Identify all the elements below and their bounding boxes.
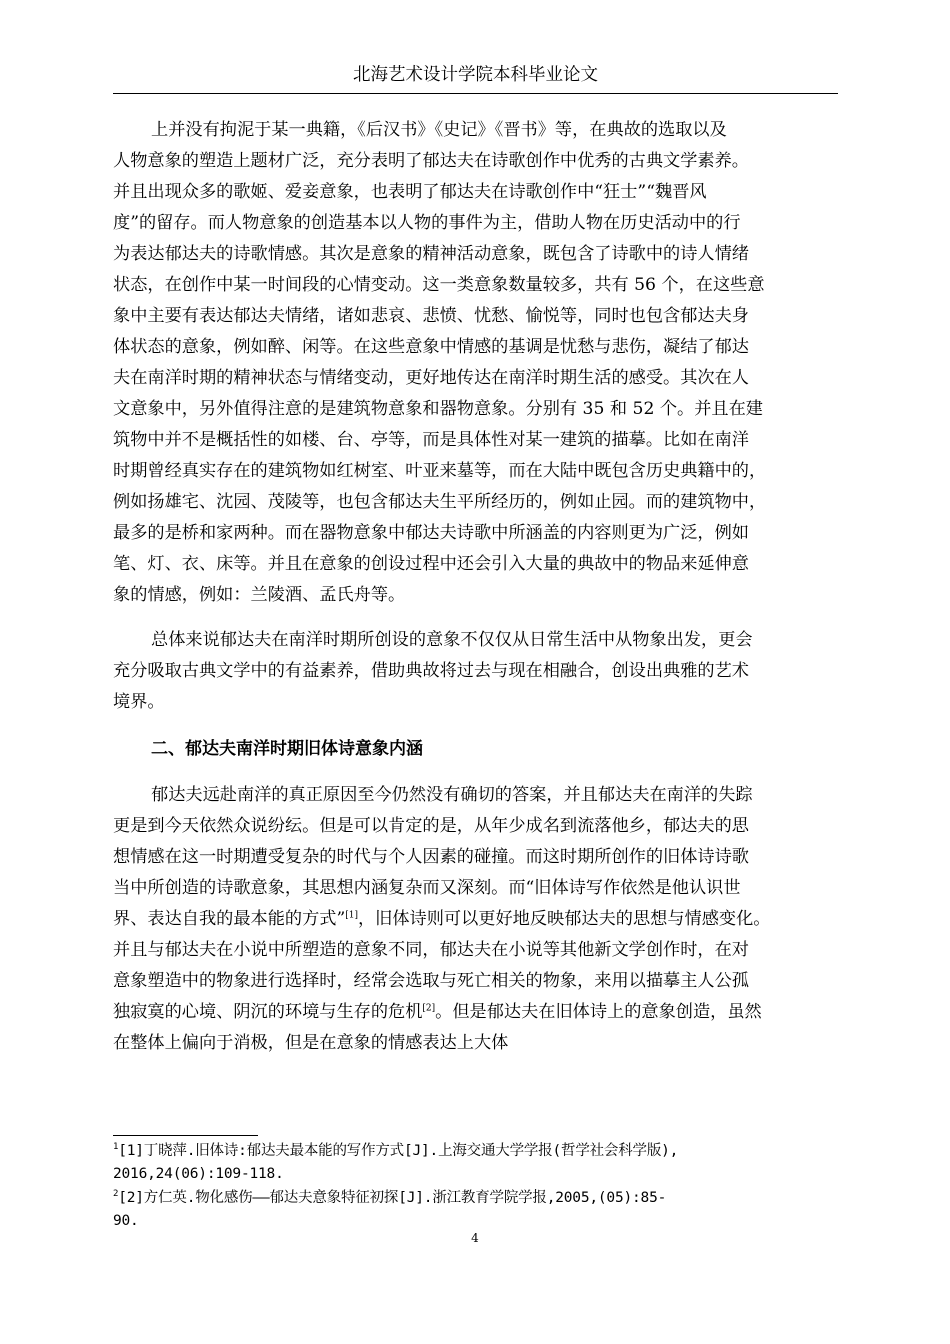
page-number: 4 [471,1231,479,1245]
paragraph-line: 更是到今天依然众说纷纭。但是可以肯定的是，从年少成名到流落他乡，郁达夫的思 [113,816,749,836]
footnote-text: [2]方仁英.物化感伤——郁达夫意象特征初探[J].浙江教育学院学报,2005,(05):85- [118,1190,667,1206]
paragraph-line: 文意象中，另外值得注意的是建筑物意象和器物意象。分别有 35 和 52 个。并且在建 [113,399,763,419]
paragraph-line: 并且出现众多的歌姬、爱妾意象，也表明了郁达夫在诗歌创作中“狂士”“魏晋风 [113,182,707,202]
paragraph-line: 笔、灯、衣、床等。并且在意象的创设过程中还会引入大量的典故中的物品来延伸意 [113,554,749,574]
paragraph-line: 上并没有拘泥于某一典籍，《后汉书》《史记》《晋书》等，在典故的选取以及 [151,120,727,140]
paragraph-line: 象的情感，例如：兰陵酒、孟氏舟等。 [113,585,406,605]
paragraph-line: 状态，在创作中某一时间段的心情变动。这一类意象数量较多，共有 56 个，在这些意 [113,275,765,295]
line-text: ，旧体诗则可以更好地反映郁达夫的思想与情感变化。 [357,909,771,929]
paragraph-line: 充分吸取古典文学中的有益素养，借助典故将过去与现在相融合，创设出典雅的艺术 [113,661,749,681]
paragraph-line: 例如扬雄宅、沈园、茂陵等，也包含郁达夫生平所经历的，例如止园。而的建筑物中， [113,492,767,512]
paragraph-line: 象中主要有表达郁达夫情绪，诸如悲哀、悲愤、忧愁、愉悦等，同时也包含郁达夫身 [113,306,749,326]
paragraph-line: 当中所创造的诗歌意象，其思想内涵复杂而又深刻。而“旧体诗写作依然是他认识世 [113,878,741,898]
paragraph-line: 并且与郁达夫在小说中所塑造的意象不同，郁达夫在小说等其他新文学创作时，在对 [113,940,749,960]
paragraph-line: 体状态的意象，例如醉、闲等。在这些意象中情感的基调是忧愁与悲伤，凝结了郁达 [113,337,749,357]
footnote-mark: 1 [113,1142,119,1153]
footnote-2-continued: 90. [113,1213,139,1229]
footnote-1-continued: 2016,24(06):109-118. [113,1166,284,1182]
footnote-mark: 2 [113,1189,119,1200]
paragraph-line: 郁达夫远赴南洋的真正原因至今仍然没有确切的答案，并且郁达夫在南洋的失踪 [151,785,753,805]
footnote-2 [113,1187,666,1209]
footnote-separator [113,1135,258,1136]
header-divider [113,93,838,94]
paragraph-line: 夫在南洋时期的精神状态与情绪变动，更好地传达在南洋时期生活的感受。其次在人 [113,368,749,388]
citation-ref-2[interactable]: [2] [422,1003,436,1014]
paragraph-line: 时期曾经真实存在的建筑物如红树室、叶亚来墓等，而在大陆中既包含历史典籍中的， [113,461,767,481]
paragraph-line: 想情感在这一时期遭受复杂的时代与个人因素的碰撞。而这时期所创作的旧体诗诗歌 [113,847,749,867]
paragraph-line: 境界。 [113,692,165,712]
paragraph-line [113,997,762,1027]
citation-ref-1[interactable]: [1] [345,910,358,921]
footnote-text: [1]丁晓萍.旧体诗:郁达夫最本能的写作方式[J].上海交通大学学报(哲学社会科学版), [118,1143,679,1159]
line-text: 界、表达自我的最本能的方式” [113,909,346,929]
paragraph-line: 最多的是桥和家两种。而在器物意象中郁达夫诗歌中所涵盖的内容则更为广泛，例如 [113,523,749,543]
section-heading: 二、郁达夫南洋时期旧体诗意象内涵 [151,739,423,759]
footnote-1 [113,1140,678,1162]
paragraph-line: 为表达郁达夫的诗歌情感。其次是意象的精神活动意象，既包含了诗歌中的诗人情绪 [113,244,749,264]
paragraph-line: 筑物中并不是概括性的如楼、台、亭等，而是具体性对某一建筑的描摹。比如在南洋 [113,430,749,450]
paragraph-line: 在整体上偏向于消极，但是在意象的情感表达上大体 [113,1033,509,1053]
line-text: 。但是郁达夫在旧体诗上的意象创造，虽然 [435,1002,762,1022]
paragraph-line: 度”的留存。而人物意象的创造基本以人物的事件为主，借助人物在历史活动中的行 [113,213,741,233]
paragraph-line [113,904,771,934]
page-header-title: 北海艺术设计学院本科毕业论文 [353,65,598,85]
paragraph-line: 总体来说郁达夫在南洋时期所创设的意象不仅仅从日常生活中从物象出发，更会 [151,630,753,650]
paragraph-line: 人物意象的塑造上题材广泛，充分表明了郁达夫在诗歌创作中优秀的古典文学素养。 [113,151,749,171]
paragraph-line: 意象塑造中的物象进行选择时，经常会选取与死亡相关的物象，来用以描摹主人公孤 [113,971,749,991]
line-text: 独寂寞的心境、阴沉的环境与生存的危机 [113,1002,423,1022]
